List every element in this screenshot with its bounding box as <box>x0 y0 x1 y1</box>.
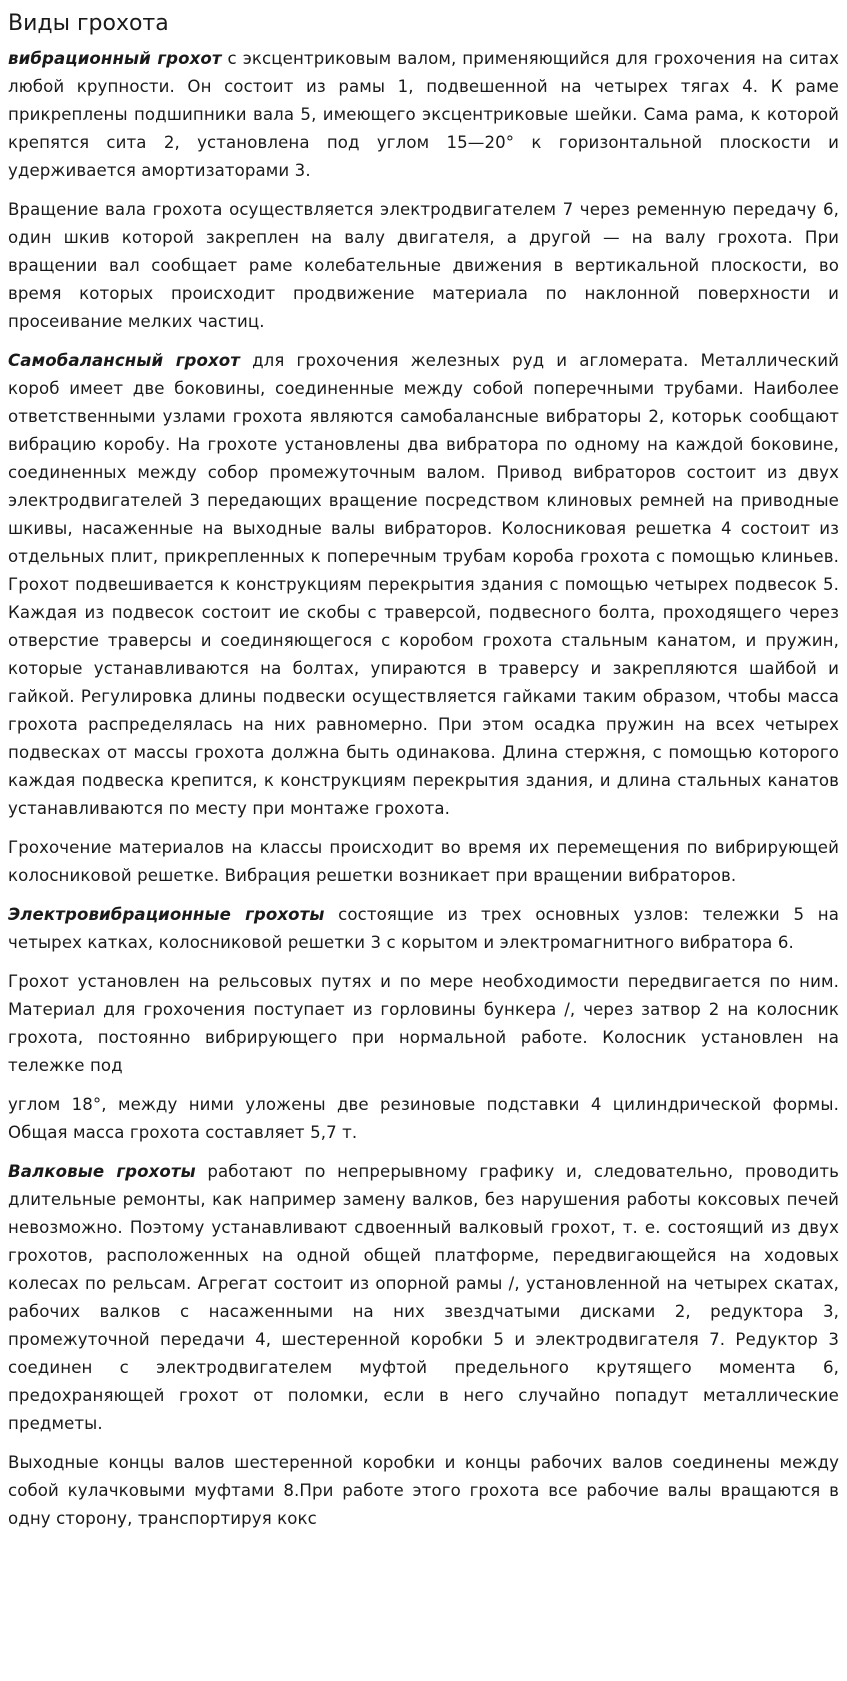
term-self-balancing-screen: Самобалансный грохот <box>8 350 241 370</box>
paragraph-vibration-screen <box>8 45 839 185</box>
term-roller-screens: Валковые грохоты <box>8 1161 196 1181</box>
paragraph-text: Грохот установлен на рельсовых путях и по мере необходимости передвигается по ним. Материал для грохочения поступает из горловины бункера /, через затвор 2 на колосник грохота, постоянно вибрирующего при нормальной работе. Колосник установлен на тележке под <box>8 971 839 1075</box>
paragraph-electrovibration-screens <box>8 901 839 957</box>
term-vibration-screen: вибрационный грохот <box>8 48 222 68</box>
paragraph-text: с эксцентриковым валом, применяющийся для грохочения на ситах любой крупности. Он состоит из рамы 1, подвешенной на четырех тягах 4. К раме прикреплены подшипники вала 5, имеющего эксцентриковые шейки. Сама рама, к которой крепятся сита 2, установлена под углом 15—20° к горизонтальной плоскости и удерживается амортизаторами 3. <box>8 48 840 180</box>
paragraph-text: Выходные концы валов шестеренной коробки и концы рабочих валов соединены между собой кулачковыми муфтами 8.При работе этого грохота все рабочие валы вращаются в одну сторону, транспортируя кокс <box>8 1452 839 1528</box>
paragraph-rail-installation <box>8 968 839 1080</box>
paragraph-text: состоящие из трех основных узлов: тележки 5 на четырех катках, колосниковой решетки 3 с корытом и электромагнитного вибратора 6. <box>8 904 839 952</box>
paragraph-text: Грохочение материалов на классы происходит во время их перемещения по вибрирующей колосниковой решетке. Вибрация решетки возникает при вращении вибраторов. <box>8 837 839 885</box>
page-title: Виды грохота <box>8 11 169 36</box>
paragraph-angle-supports <box>8 1091 839 1147</box>
term-electrovibration-screens: Электровибрационные грохоты <box>8 904 325 924</box>
paragraph-screening-classes <box>8 834 839 890</box>
paragraph-output-shafts <box>8 1449 839 1533</box>
paragraph-text: углом 18°, между ними уложены две резиновые подставки 4 цилиндрической формы. Общая масса грохота составляет 5,7 т. <box>8 1094 839 1142</box>
paragraph-roller-screens <box>8 1158 839 1438</box>
paragraph-text: работают по непрерывному графику и, следовательно, проводить длительные ремонты, как например замену валков, без нарушения работы коксовых печей невозможно. Поэтому устанавливают сдвоенный валковый грохот, т. е. состоящий из двух грохотов, расположенных на одной общей платформе, передвигающейся на ходовых колесах по рельсам. Агрегат состоит из опорной рамы /, установленной на четырех скатах, рабочих валков с насаженными на них звездчатыми дисками 2, редуктора 3, промежуточной передачи 4, шестеренной коробки 5 и электродвигателя 7. Редуктор 3 соединен с электродвигателем муфтой предельного крутящего момента 6, предохраняющей грохот от поломки, если в него случайно попадут металлические предметы. <box>8 1161 839 1433</box>
paragraph-shaft-rotation <box>8 196 839 336</box>
paragraph-text: для грохочения железных руд и агломерата. Металлический короб имеет две боковины, соединенные между собой поперечными трубами. Наиболее ответственными узлами грохота являются самобалансные вибраторы 2, которьк сообщают вибрацию коробу. На грохоте установлены два вибратора по одному на каждой боковине, соединенных между собор промежуточным валом. Привод вибраторов состоит из двух электродвигателей 3 передающих вращение посредством клиновых ремней на приводные шкивы, насаженные на выходные валы вибраторов. Колосниковая решетка 4 состоит из отдельных плит, прикрепленных к поперечным трубам короба грохота с помощью клиньев. Грохот подвешивается к конструкциям перекрытия здания с помощью четырех подвесок 5. Каждая из подвесок состоит ие скобы с траверсой, подвесного болта, проходящего через отверстие траверсы и соединяющегося с коробом грохота стальным канатом, и пружин, которые устанавливаются на болтах, упираются в траверсу и закрепляются шайбой и гайкой. Регулировка длины подвески осуществляется гайками таким образом, чтобы масса грохота распределялась на них равномерно. При этом осадка пружин на всех четырех подвесках от массы грохота должна быть одинакова. Длина стержня, с помощью которого каждая подвеска крепится, к конструкциям перекрытия здания, и длина стальных канатов устанавливаются по месту при монтаже грохота. <box>8 350 839 818</box>
paragraph-text: Вращение вала грохота осуществляется электродвигателем 7 через ременную передачу 6, один шкив которой закреплен на валу двигателя, а другой — на валу грохота. При вращении вал сообщает раме колебательные движения в вертикальной плоскости, во время которых происходит продвижение материала по наклонной поверхности и просеивание мелких частиц. <box>8 199 839 331</box>
paragraph-self-balancing-screen <box>8 347 839 823</box>
